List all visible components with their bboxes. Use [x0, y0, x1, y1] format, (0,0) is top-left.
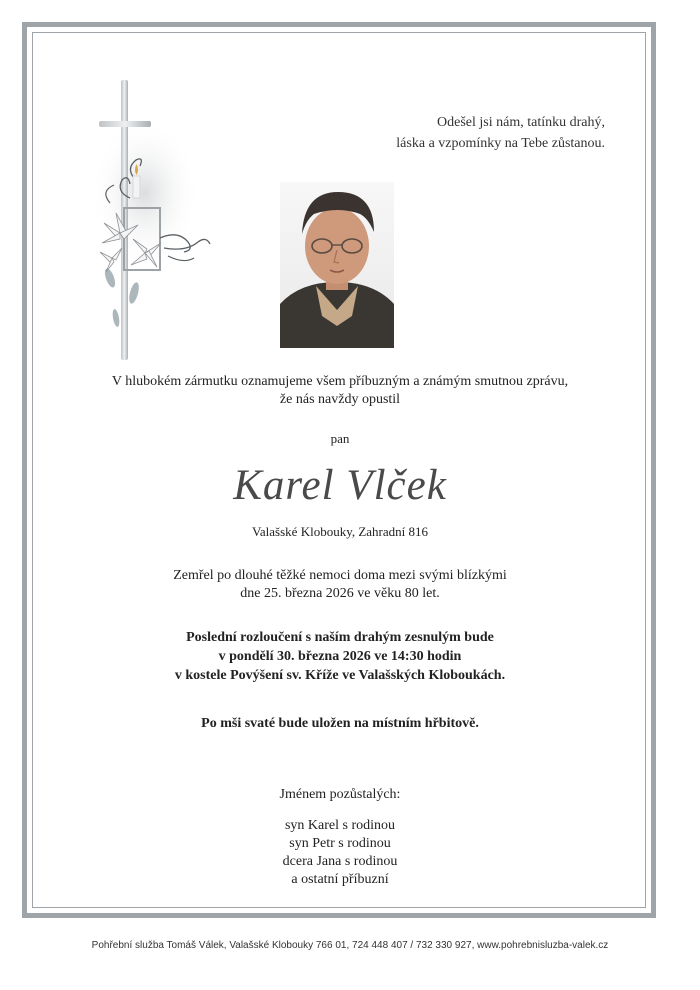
announcement-line-2: že nás navždy opustil	[279, 392, 401, 407]
deceased-address: Valašské Klobouky, Zahradní 816	[251, 524, 429, 539]
deceased-name: Karel Vlček	[233, 462, 447, 509]
farewell-line-1: Poslední rozloučení s naším drahým zesnulým bude	[186, 630, 494, 645]
motto	[305, 112, 605, 154]
farewell-line-3: v kostele Povýšení sv. Kříže ve Valašských Kloboukách.	[174, 668, 506, 683]
survivor-item: dcera Jana s rodinou	[282, 854, 398, 869]
announcement	[40, 373, 640, 409]
survivor-item: syn Petr s rodinou	[289, 836, 391, 851]
announcement-line-1: V hlubokém zármutku oznamujeme všem příbuzným a známým smutnou zprávu,	[111, 374, 569, 389]
survivor-item: syn Karel s rodinou	[284, 818, 396, 833]
death-line-1: Zemřel po dlouhé těžké nemoci doma mezi svými blízkými	[173, 568, 507, 583]
portrait-photo	[280, 182, 394, 348]
death-info	[40, 567, 640, 603]
survivors-title: Jménem pozůstalých:	[279, 787, 401, 802]
funeral-service-footer: Pohřební služba Tomáš Válek, Valašské Klobouky 766 01, 724 448 407 / 732 330 927, www.pohrebnisluzba-valek.cz	[91, 940, 609, 951]
survivors-list	[40, 817, 640, 889]
motto-line-1: Odešel jsi nám, tatínku drahý,	[437, 115, 605, 130]
burial-info: Po mši svaté bude uložen na místním hřbitově.	[201, 716, 479, 731]
cross-with-lilies-icon	[90, 78, 220, 363]
farewell-line-2: v pondělí 30. března 2026 ve 14:30 hodin	[218, 649, 462, 664]
survivor-item: a ostatní příbuzní	[291, 872, 389, 887]
motto-line-2: láska a vzpomínky na Tebe zůstanou.	[396, 136, 605, 151]
salutation: pan	[330, 431, 350, 446]
farewell-info	[40, 628, 640, 685]
death-line-2: dne 25. března 2026 ve věku 80 let.	[240, 586, 440, 601]
